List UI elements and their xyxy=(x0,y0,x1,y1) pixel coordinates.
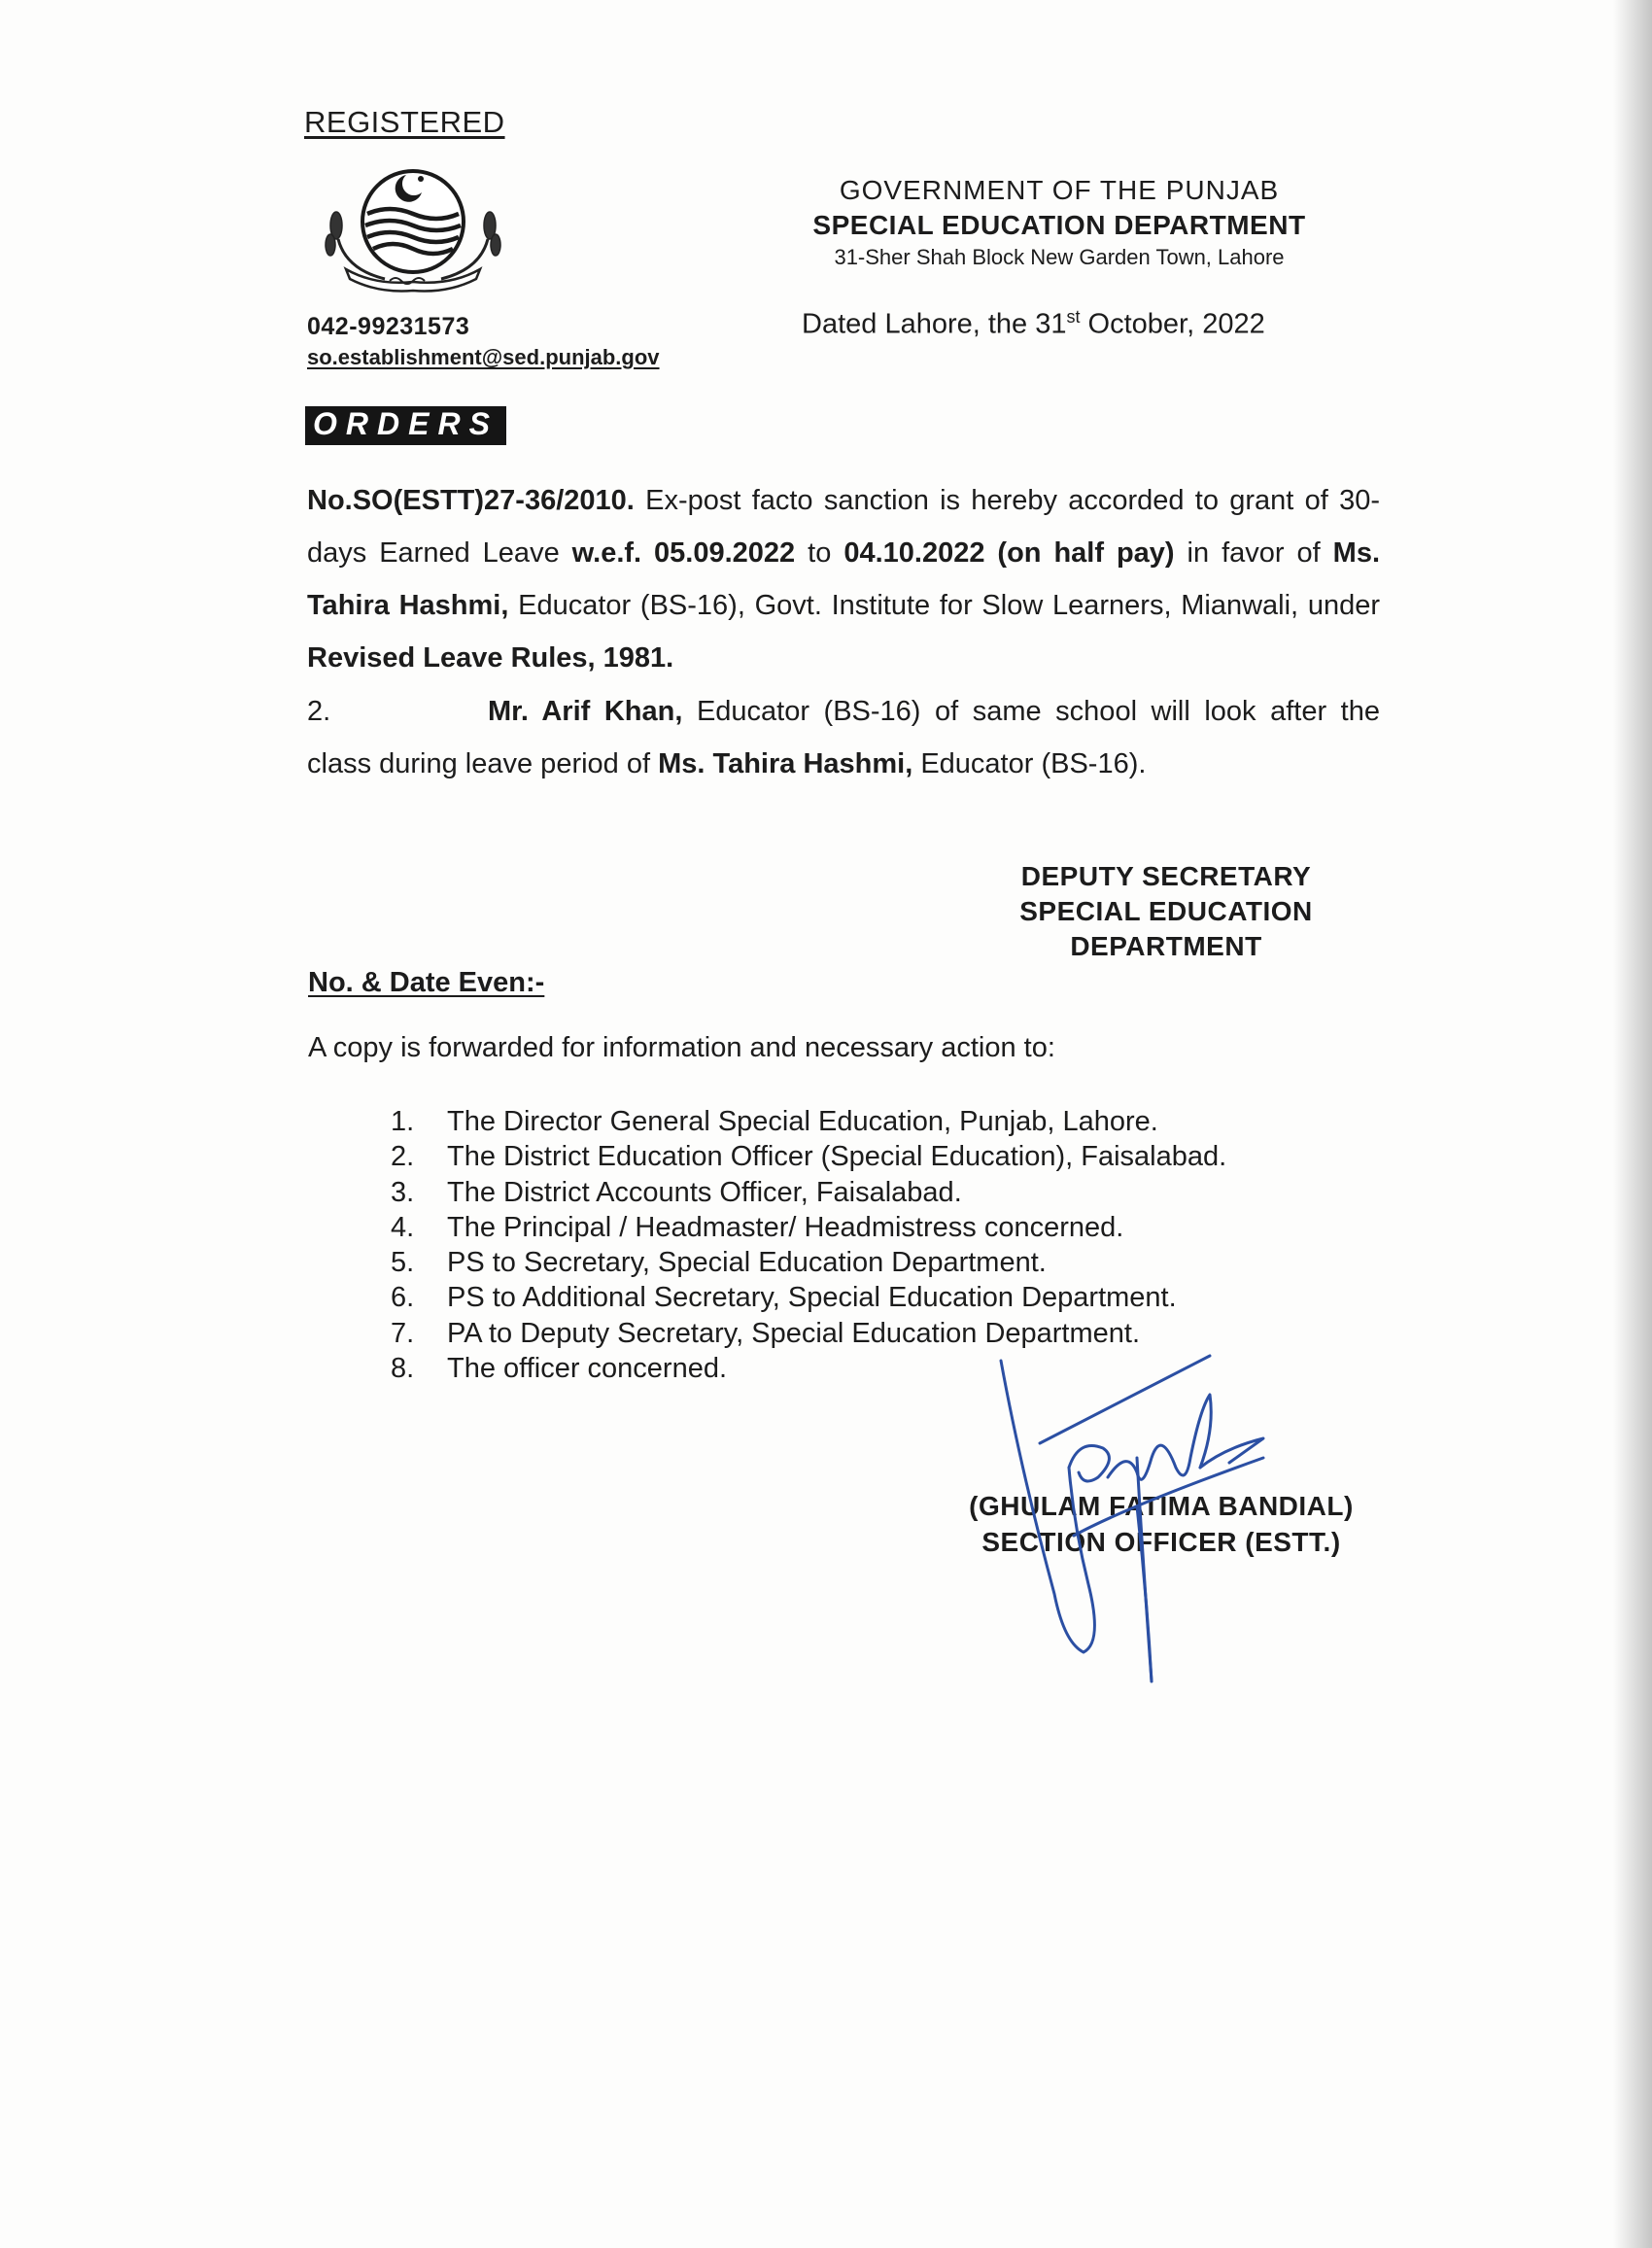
list-number: 4. xyxy=(391,1211,415,1243)
list-text: The District Accounts Officer, Faisalabad. xyxy=(447,1176,962,1208)
list-number: 7. xyxy=(391,1317,415,1349)
para1-text-3: in favor of xyxy=(1174,537,1333,569)
list-text: PS to Additional Secretary, Special Education Department. xyxy=(447,1282,1177,1314)
deputy-secretary-block xyxy=(972,859,1360,964)
leave-rules: Revised Leave Rules, 1981. xyxy=(307,642,674,674)
date-ordinal: st xyxy=(1066,307,1081,327)
list-text: PA to Deputy Secretary, Special Education Department. xyxy=(447,1317,1141,1349)
leave-start-date: w.e.f. 05.09.2022 xyxy=(571,537,796,569)
employee-name: Ms. Tahira Hashmi, xyxy=(307,537,1380,621)
list-number: 6. xyxy=(391,1282,415,1314)
list-number: 8. xyxy=(391,1353,415,1385)
copy-forwarded-text: A copy is forwarded for information and necessary action to: xyxy=(308,1032,1055,1063)
para1-text-4: Educator (BS-16), Govt. Institute for Slow Learners, Mianwali, under xyxy=(508,590,1380,621)
list-text: The Director General Special Education, Punjab, Lahore. xyxy=(447,1106,1158,1137)
email-link[interactable]: so.establishment@sed.punjab.gov xyxy=(307,345,660,369)
substitute-name: Mr. Arif Khan, xyxy=(488,696,683,727)
list-text: The officer concerned. xyxy=(447,1353,728,1385)
phone-number: 042-99231573 xyxy=(307,313,470,340)
para1-text-1: Ex-post facto sanction is hereby accorded to grant of 30-days Earned Leave xyxy=(307,485,1380,569)
leave-end-date: 04.10.2022 (on half pay) xyxy=(843,537,1175,569)
signatory-name: (GHULAM FATIMA BANDIAL) xyxy=(969,1491,1354,1521)
department-title: SPECIAL EDUCATION DEPARTMENT xyxy=(812,210,1306,240)
date-suffix: October, 2022 xyxy=(1080,308,1265,340)
list-item xyxy=(391,1210,1226,1245)
no-date-even-heading: No. & Date Even:- xyxy=(308,967,545,998)
deputy-line-2: SPECIAL EDUCATION xyxy=(1019,896,1313,926)
date-prefix: Dated Lahore, the 31 xyxy=(802,308,1067,340)
list-item xyxy=(391,1175,1226,1210)
letterhead xyxy=(768,173,1351,272)
employee-name-2: Ms. Tahira Hashmi, xyxy=(658,748,913,779)
para2-text-2: Educator (BS-16). xyxy=(912,748,1147,779)
scan-edge-shadow xyxy=(1613,0,1652,2248)
para2-text-1: Educator (BS-16) of same school will look after the class during leave period of xyxy=(307,696,1380,779)
date-line xyxy=(802,307,1265,341)
list-number: 1. xyxy=(391,1106,415,1137)
list-text: The District Education Officer (Special Education), Faisalabad. xyxy=(447,1141,1227,1173)
list-item xyxy=(391,1245,1226,1280)
order-reference-number: No.SO(ESTT)27-36/2010. xyxy=(307,485,635,516)
deputy-line-1: DEPUTY SECRETARY xyxy=(1020,861,1312,891)
list-text: PS to Secretary, Special Education Department. xyxy=(447,1247,1047,1279)
para1-text-2: to xyxy=(795,537,844,569)
distribution-list xyxy=(391,1104,1226,1386)
department-address: 31-Sher Shah Block New Garden Town, Lahore xyxy=(834,245,1285,269)
list-text: The Principal / Headmaster/ Headmistress concerned. xyxy=(447,1211,1124,1243)
paragraph-number: 2. xyxy=(307,696,331,727)
signatory-title: SECTION OFFICER (ESTT.) xyxy=(981,1527,1341,1557)
order-paragraph-2 xyxy=(307,685,1380,790)
list-number: 3. xyxy=(391,1176,415,1208)
punjab-emblem-icon xyxy=(317,157,509,294)
list-item xyxy=(391,1139,1226,1174)
list-item xyxy=(391,1104,1226,1139)
deputy-line-3: DEPARTMENT xyxy=(1070,931,1262,961)
handwritten-signature-icon xyxy=(981,1351,1302,1691)
list-item xyxy=(391,1280,1226,1315)
orders-heading: ORDERS xyxy=(305,406,506,445)
registered-label: REGISTERED xyxy=(304,105,505,139)
order-paragraph-1 xyxy=(307,474,1380,684)
government-title: GOVERNMENT OF THE PUNJAB xyxy=(839,175,1280,205)
list-number: 2. xyxy=(391,1141,415,1173)
list-number: 5. xyxy=(391,1247,415,1279)
list-item xyxy=(391,1316,1226,1351)
